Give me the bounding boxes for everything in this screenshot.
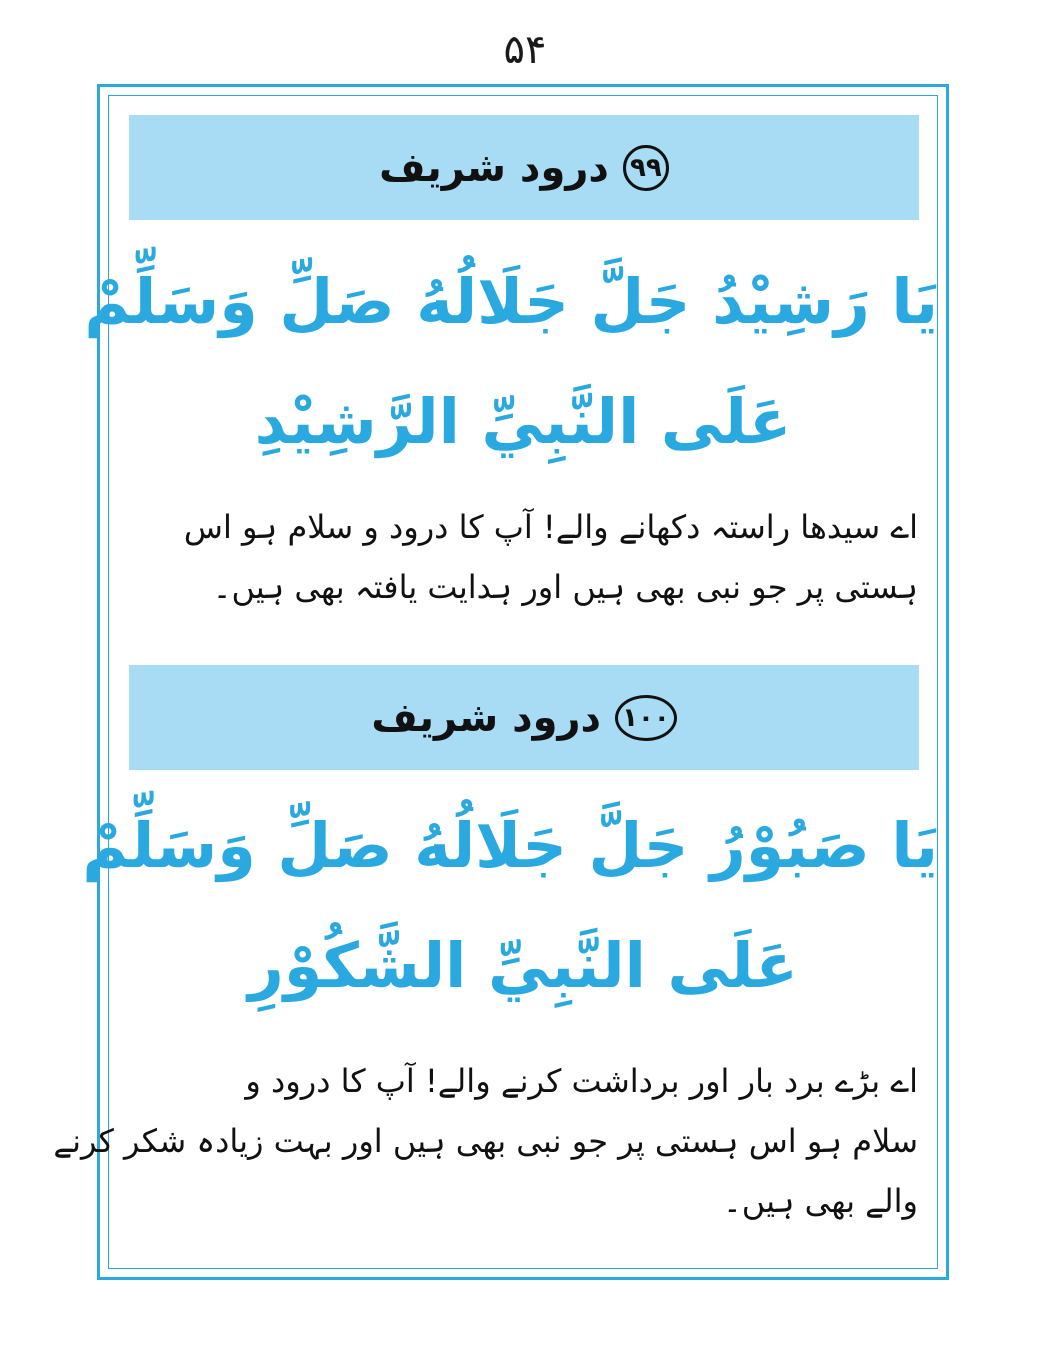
- arabic-verse-line-2: عَلَى النَّبِيِّ الرَّشِيْدِ: [254, 385, 792, 458]
- urdu-translation: [128, 497, 918, 617]
- section-header-band: [129, 665, 919, 770]
- arabic-verse-line-1: يَا رَشِيْدُ جَلَّ جَلَالُهُ صَلِّ وَسَلِّمْ: [84, 265, 938, 338]
- section-header-band: [129, 115, 919, 220]
- section-title: درود شریف: [379, 144, 609, 191]
- section-title: درود شریف: [371, 694, 602, 741]
- translation-line: اے بڑے برد بار اور برداشت کرنے والے! آپ کا درود و: [245, 1062, 918, 1100]
- section-number-badge: ۹۹: [623, 145, 669, 191]
- arabic-verse-line-2: عَلَى النَّبِيِّ الشَّكُوْرِ: [248, 929, 798, 1002]
- page-number: ۵۴: [503, 27, 547, 73]
- translation-line: ہستی پر جو نبی بھی ہیں اور ہدایت یافتہ بھی ہیں۔: [212, 568, 918, 606]
- translation-line: والے بھی ہیں۔: [722, 1182, 918, 1220]
- translation-line: اے سیدھا راستہ دکھانے والے! آپ کا درود و سلام ہو اس: [183, 508, 918, 546]
- arabic-verse-line-1: يَا صَبُوْرُ جَلَّ جَلَالُهُ صَلِّ وَسَلِّمْ: [82, 809, 938, 882]
- section-number-badge: ۱۰۰: [615, 695, 677, 741]
- translation-line: سلام ہو اس ہستی پر جو نبی بھی ہیں اور بہت زیادہ شکر کرنے: [53, 1122, 918, 1160]
- urdu-translation: [53, 1051, 918, 1231]
